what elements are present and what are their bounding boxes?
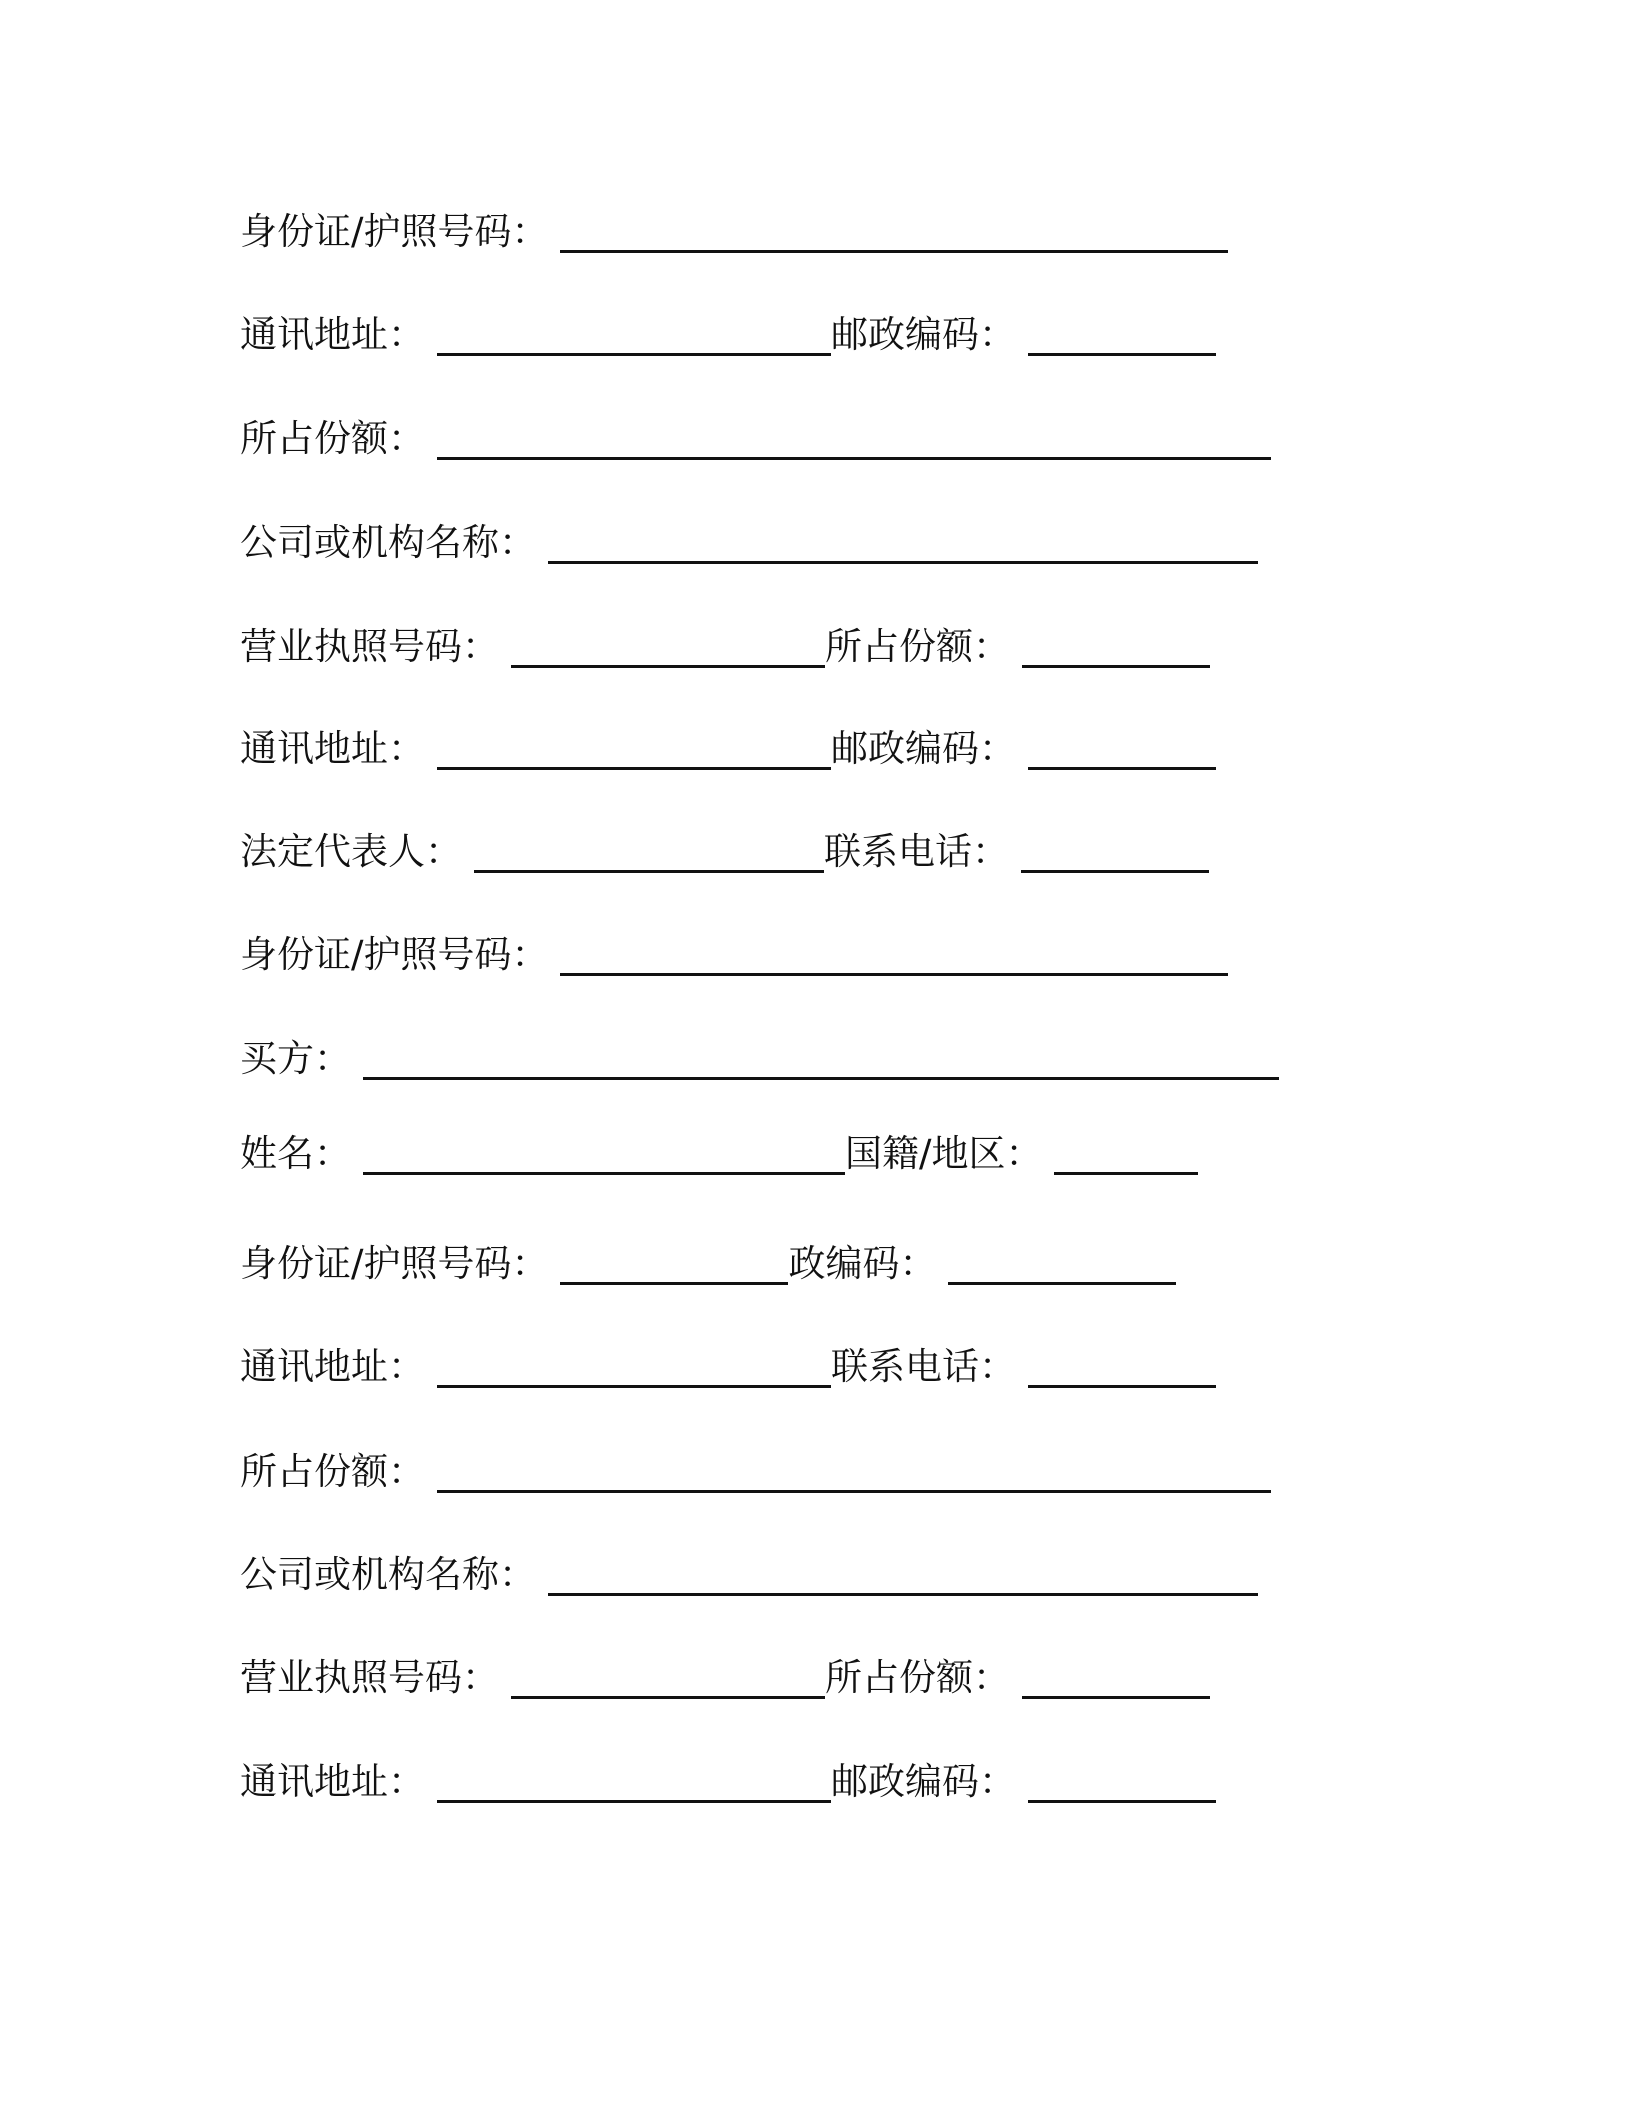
postal-code-label: 邮政编码：: [831, 1759, 1016, 1803]
share-label: 所占份额：: [240, 1449, 425, 1493]
buyer-label: 买方：: [240, 1036, 351, 1080]
seller-company-address-row: [240, 712, 1216, 772]
address-field[interactable]: [437, 314, 831, 356]
address-field[interactable]: [437, 728, 831, 770]
name-label: 姓名：: [240, 1131, 351, 1175]
share-label: 所占份额：: [825, 624, 1010, 668]
address-label: 通讯地址：: [240, 1344, 425, 1388]
seller-license-row: [240, 610, 1210, 670]
seller-company-id-number-row: [240, 918, 1228, 978]
share-label: 所占份额：: [240, 416, 425, 460]
buyer-license-row: [240, 1641, 1210, 1701]
address-field[interactable]: [437, 1761, 831, 1803]
postal-code-field[interactable]: [1028, 728, 1216, 770]
company-name-label: 公司或机构名称：: [240, 520, 536, 564]
postal-code-field[interactable]: [1028, 314, 1216, 356]
buyer-heading-row: [240, 1022, 1279, 1082]
id-number-field[interactable]: [560, 211, 1228, 253]
license-label: 营业执照号码：: [240, 1655, 499, 1699]
id-number-label: 身份证/护照号码：: [240, 932, 549, 976]
buyer-company-name-row: [240, 1538, 1258, 1598]
id-number-label: 身份证/护照号码：: [240, 209, 549, 253]
license-field[interactable]: [511, 626, 825, 668]
buyer-name-row: [240, 1117, 1198, 1177]
address-label: 通讯地址：: [240, 726, 425, 770]
phone-label: 联系电话：: [831, 1344, 1016, 1388]
name-field[interactable]: [363, 1133, 845, 1175]
seller-address-row: [240, 298, 1216, 358]
license-field[interactable]: [511, 1657, 825, 1699]
seller-id-number-row: [240, 195, 1228, 255]
address-label: 通讯地址：: [240, 312, 425, 356]
postal-code-label: 政编码：: [788, 1241, 937, 1285]
company-name-label: 公司或机构名称：: [240, 1552, 536, 1596]
share-field[interactable]: [1022, 1657, 1210, 1699]
postal-code-field[interactable]: [1028, 1761, 1216, 1803]
license-label: 营业执照号码：: [240, 624, 499, 668]
postal-code-label: 邮政编码：: [831, 726, 1016, 770]
phone-field[interactable]: [1021, 831, 1209, 873]
buyer-share-row: [240, 1435, 1271, 1495]
company-name-field[interactable]: [548, 522, 1258, 564]
legal-representative-field[interactable]: [474, 831, 824, 873]
share-field[interactable]: [437, 418, 1271, 460]
seller-share-row: [240, 402, 1271, 462]
seller-company-name-row: [240, 506, 1258, 566]
share-field[interactable]: [1022, 626, 1210, 668]
phone-field[interactable]: [1028, 1346, 1216, 1388]
postal-code-field[interactable]: [948, 1243, 1176, 1285]
buyer-address-row: [240, 1330, 1216, 1390]
legal-representative-label: 法定代表人：: [240, 829, 462, 873]
address-label: 通讯地址：: [240, 1759, 425, 1803]
buyer-company-address-row: [240, 1745, 1216, 1805]
nationality-field[interactable]: [1054, 1133, 1198, 1175]
seller-legal-rep-row: [240, 815, 1209, 875]
company-name-field[interactable]: [548, 1554, 1258, 1596]
postal-code-label: 邮政编码：: [831, 312, 1016, 356]
share-label: 所占份额：: [825, 1655, 1010, 1699]
id-number-field[interactable]: [560, 1243, 788, 1285]
buyer-id-row: [240, 1227, 1176, 1287]
nationality-label: 国籍/地区：: [845, 1131, 1043, 1175]
address-field[interactable]: [437, 1346, 831, 1388]
id-number-field[interactable]: [560, 934, 1228, 976]
id-number-label: 身份证/护照号码：: [240, 1241, 549, 1285]
buyer-field[interactable]: [363, 1038, 1279, 1080]
phone-label: 联系电话：: [824, 829, 1009, 873]
share-field[interactable]: [437, 1451, 1271, 1493]
